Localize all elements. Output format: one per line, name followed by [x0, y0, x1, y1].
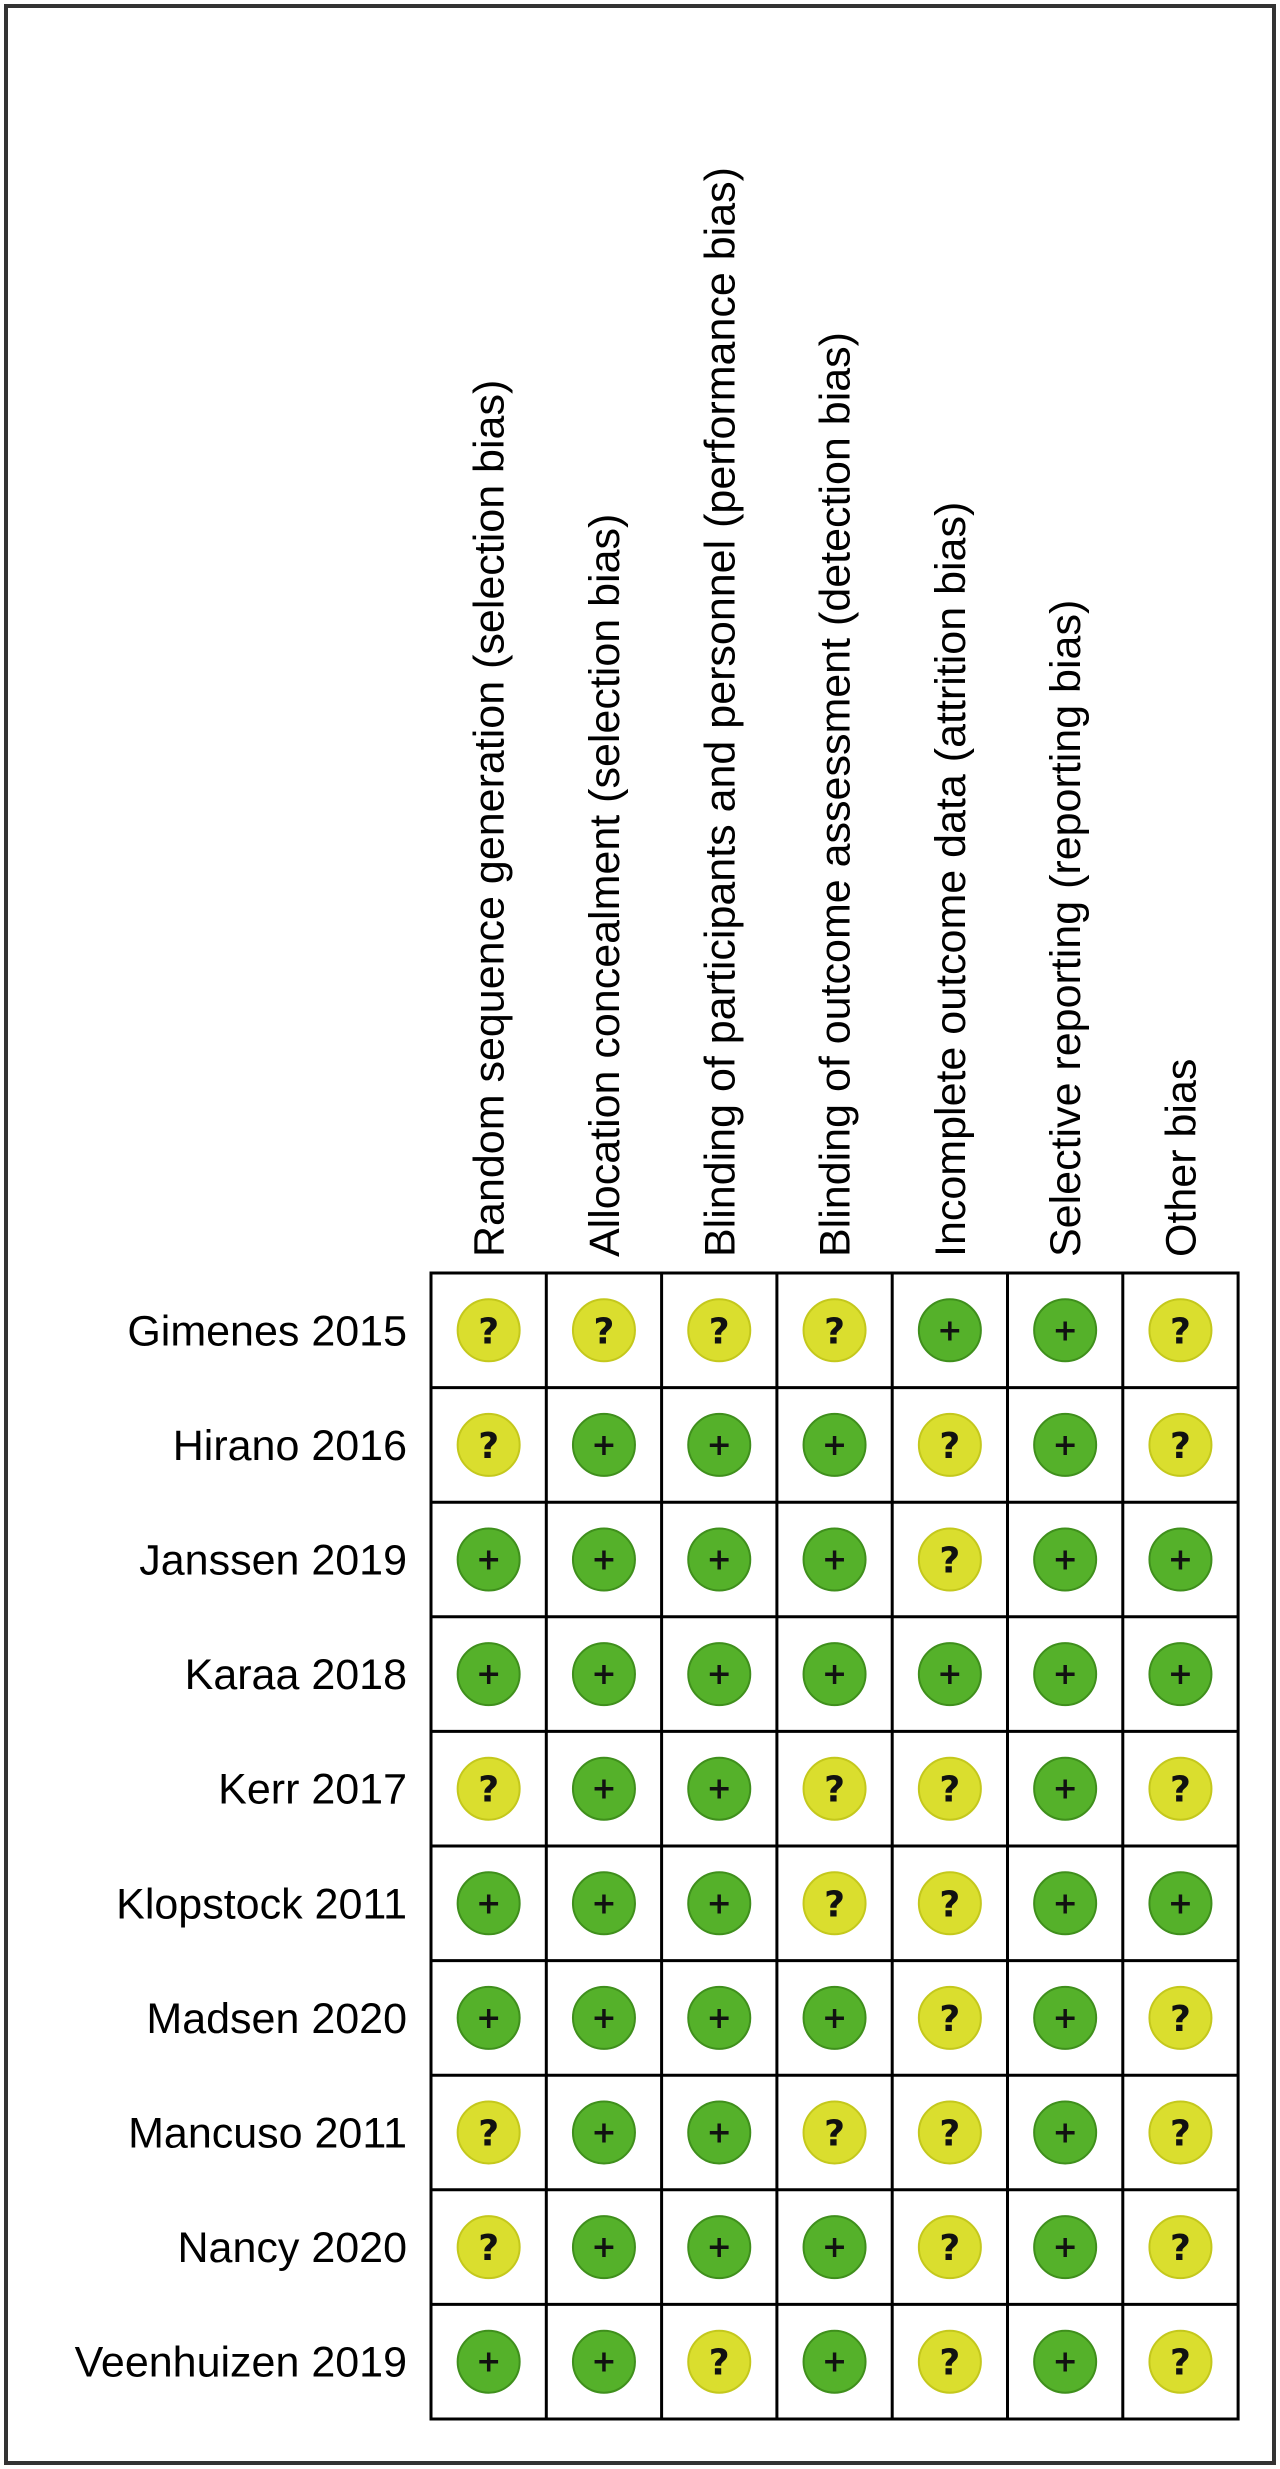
rating-symbol: ? [824, 1311, 845, 1353]
rating-symbol: ? [824, 2113, 845, 2155]
low-risk-mark [688, 1758, 750, 1820]
low-risk-mark [573, 1414, 635, 1476]
rating-symbol: ? [939, 1769, 961, 1811]
unclear-risk-mark [804, 2102, 866, 2164]
low-risk-mark [573, 1643, 635, 1705]
rating-symbol: + [1167, 1657, 1194, 1693]
low-risk-mark [1034, 1414, 1096, 1476]
low-risk-mark [919, 1299, 981, 1361]
unclear-risk-mark [458, 1414, 520, 1476]
low-risk-mark [804, 1987, 866, 2049]
unclear-risk-mark [804, 1758, 866, 1820]
column-label: Blinding of outcome assessment (detection bias) [811, 332, 860, 1257]
low-risk-mark [458, 2331, 520, 2393]
low-risk-mark [688, 1872, 750, 1934]
low-risk-mark [458, 1987, 520, 2049]
rating-symbol: + [1052, 2344, 1078, 2380]
rating-symbol: ? [939, 1998, 961, 2040]
rating-symbol: ? [478, 1769, 500, 1811]
low-risk-mark [804, 2216, 866, 2278]
rating-symbol: + [591, 1771, 617, 1807]
rating-symbol: + [821, 1427, 848, 1463]
low-risk-mark [573, 1987, 635, 2049]
rating-symbol: ? [1170, 1311, 1191, 1353]
unclear-risk-mark [919, 1414, 981, 1476]
rating-symbol: + [937, 1313, 963, 1349]
rating-symbol: ? [708, 1311, 730, 1353]
unclear-risk-mark [919, 2216, 981, 2278]
study-label: Hirano 2016 [172, 1421, 407, 1470]
rating-symbol: ? [1170, 1769, 1191, 1811]
low-risk-mark [804, 1529, 866, 1591]
column-label: Selective reporting (reporting bias) [1042, 599, 1091, 1257]
rating-symbol: + [476, 1657, 502, 1693]
low-risk-mark [1149, 1529, 1211, 1591]
rating-symbol: + [1052, 1313, 1078, 1349]
unclear-risk-mark [1149, 1758, 1211, 1820]
low-risk-mark [458, 1643, 520, 1705]
rating-symbol: + [591, 2115, 617, 2151]
unclear-risk-mark [688, 1299, 750, 1361]
low-risk-mark [573, 1872, 635, 1934]
rating-symbol: ? [939, 1884, 961, 1926]
column-label: Random sequence generation (selection bias) [465, 379, 514, 1257]
rating-symbol: ? [478, 2228, 500, 2270]
rating-symbol: ? [708, 2342, 730, 2384]
column-label: Other bias [1157, 1058, 1206, 1257]
rating-symbol: ? [1170, 1425, 1191, 1467]
rating-symbol: + [821, 2344, 848, 2380]
low-risk-mark [573, 2216, 635, 2278]
rating-symbol: + [1052, 2115, 1078, 2151]
rating-symbol: ? [478, 1425, 500, 1467]
rating-symbol: + [1052, 2230, 1078, 2266]
rating-symbol: ? [939, 2113, 961, 2155]
rating-symbol: + [706, 1427, 732, 1463]
study-label: Mancuso 2011 [128, 2109, 407, 2158]
low-risk-mark [1149, 1643, 1211, 1705]
rating-symbol: + [591, 2230, 617, 2266]
rating-symbol: ? [939, 1540, 961, 1582]
rating-symbol: + [591, 1886, 617, 1922]
rating-symbol: + [591, 1427, 617, 1463]
study-label: Veenhuizen 2019 [74, 2338, 407, 2387]
rating-symbol: + [591, 1542, 617, 1578]
low-risk-mark [1034, 1529, 1096, 1591]
rating-symbol: ? [824, 1769, 845, 1811]
low-risk-mark [1034, 2331, 1096, 2393]
rating-symbol: + [706, 2230, 732, 2266]
column-label: Incomplete outcome data (attrition bias) [926, 501, 975, 1257]
unclear-risk-mark [919, 2331, 981, 2393]
rating-symbol: ? [939, 2342, 961, 2384]
low-risk-mark [458, 1872, 520, 1934]
rating-symbol: + [706, 2000, 732, 2036]
unclear-risk-mark [804, 1299, 866, 1361]
rating-symbol: + [706, 1542, 732, 1578]
low-risk-mark [573, 2102, 635, 2164]
low-risk-mark [1149, 1872, 1211, 1934]
rating-symbol: + [1052, 1427, 1078, 1463]
rating-symbol: + [476, 2000, 502, 2036]
low-risk-mark [688, 1529, 750, 1591]
rating-symbol: + [1167, 1886, 1194, 1922]
low-risk-mark [573, 1758, 635, 1820]
rating-symbol: + [476, 2344, 502, 2380]
rating-symbol: + [1052, 1542, 1078, 1578]
unclear-risk-mark [688, 2331, 750, 2393]
low-risk-mark [688, 1643, 750, 1705]
unclear-risk-mark [458, 1758, 520, 1820]
study-label: Karaa 2018 [184, 1651, 407, 1700]
rating-symbol: + [591, 1657, 617, 1693]
low-risk-mark [573, 2331, 635, 2393]
low-risk-mark [688, 2102, 750, 2164]
unclear-risk-mark [919, 1529, 981, 1591]
low-risk-mark [573, 1529, 635, 1591]
low-risk-mark [1034, 2216, 1096, 2278]
rating-symbol: + [706, 2115, 732, 2151]
study-label: Kerr 2017 [218, 1765, 407, 1814]
rating-symbol: + [706, 1771, 732, 1807]
unclear-risk-mark [1149, 1987, 1211, 2049]
rating-symbol: + [937, 1657, 963, 1693]
low-risk-mark [688, 1414, 750, 1476]
rating-symbol: ? [824, 1884, 845, 1926]
unclear-risk-mark [919, 1758, 981, 1820]
unclear-risk-mark [919, 1872, 981, 1934]
low-risk-mark [1034, 1299, 1096, 1361]
rating-symbol: + [591, 2000, 617, 2036]
low-risk-mark [1034, 1987, 1096, 2049]
rating-symbol: ? [939, 2228, 961, 2270]
rating-symbol: + [821, 1542, 848, 1578]
column-label: Allocation concealment (selection bias) [580, 513, 629, 1257]
study-label: Gimenes 2015 [127, 1307, 407, 1356]
unclear-risk-mark [458, 2216, 520, 2278]
unclear-risk-mark [458, 2102, 520, 2164]
unclear-risk-mark [1149, 2331, 1211, 2393]
rating-symbol: ? [939, 1425, 961, 1467]
rating-symbol: + [1052, 2000, 1078, 2036]
low-risk-mark [919, 1643, 981, 1705]
rating-symbol: ? [593, 1311, 615, 1353]
unclear-risk-mark [919, 1987, 981, 2049]
unclear-risk-mark [1149, 1414, 1211, 1476]
rating-symbol: + [591, 2344, 617, 2380]
unclear-risk-mark [1149, 2216, 1211, 2278]
unclear-risk-mark [573, 1299, 635, 1361]
low-risk-mark [688, 2216, 750, 2278]
rating-symbol: ? [1170, 2342, 1191, 2384]
rating-symbol: + [821, 2000, 848, 2036]
study-label: Janssen 2019 [139, 1536, 407, 1585]
unclear-risk-mark [1149, 1299, 1211, 1361]
rating-symbol: + [821, 2230, 848, 2266]
rating-symbol: + [1052, 1657, 1078, 1693]
rating-symbol: ? [1170, 1998, 1191, 2040]
low-risk-mark [1034, 2102, 1096, 2164]
rating-symbol: + [821, 1657, 848, 1693]
low-risk-mark [804, 1643, 866, 1705]
study-label: Nancy 2020 [177, 2224, 407, 2273]
unclear-risk-mark [458, 1299, 520, 1361]
rating-symbol: ? [1170, 2113, 1191, 2155]
low-risk-mark [688, 1987, 750, 2049]
low-risk-mark [1034, 1643, 1096, 1705]
unclear-risk-mark [804, 1872, 866, 1934]
column-label: Blinding of participants and personnel (performance bias) [696, 167, 745, 1257]
rating-symbol: + [1052, 1771, 1078, 1807]
low-risk-mark [1034, 1872, 1096, 1934]
rating-symbol: + [1167, 1542, 1194, 1578]
low-risk-mark [458, 1529, 520, 1591]
low-risk-mark [1034, 1758, 1096, 1820]
unclear-risk-mark [919, 2102, 981, 2164]
study-label: Madsen 2020 [146, 1994, 407, 2043]
study-label: Klopstock 2011 [116, 1880, 407, 1929]
rating-symbol: + [706, 1886, 732, 1922]
rating-symbol: + [1052, 1886, 1078, 1922]
low-risk-mark [804, 2331, 866, 2393]
rating-symbol: ? [1170, 2228, 1191, 2270]
rating-symbol: + [706, 1657, 732, 1693]
low-risk-mark [804, 1414, 866, 1476]
unclear-risk-mark [1149, 2102, 1211, 2164]
rating-symbol: ? [478, 1311, 500, 1353]
rating-symbol: + [476, 1886, 502, 1922]
rating-symbol: ? [478, 2113, 500, 2155]
rating-symbol: + [476, 1542, 502, 1578]
